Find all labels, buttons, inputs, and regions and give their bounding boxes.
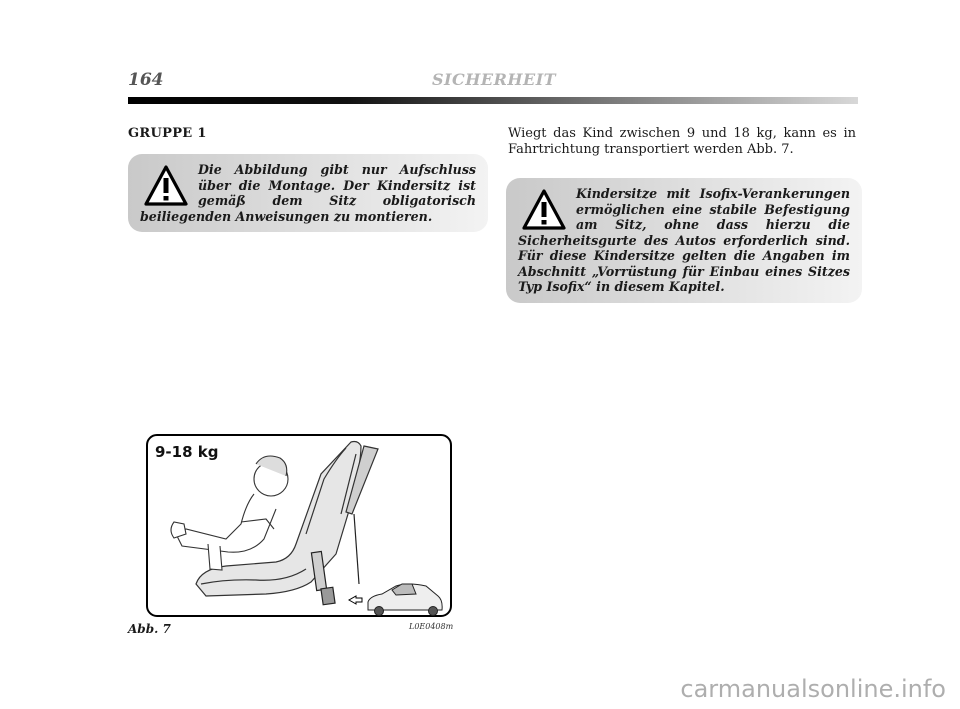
warning-box-right xyxy=(506,178,862,303)
watermark: carmanualsonline.info xyxy=(680,675,946,703)
intro-paragraph: Wiegt das Kind zwischen 9 und 18 kg, kann es in Fahrtrichtung transportiert werden Abb. 7. xyxy=(508,126,856,157)
header-rule xyxy=(128,97,858,104)
warning-text-left: Die Abbildung gibt nur Aufschluss über die Montage. Der Kindersitz ist gemäß dem Sitz obligatorisch beiliegenden Anweisungen zu montieren. xyxy=(140,162,476,224)
warning-triangle-icon xyxy=(522,189,566,231)
warning-triangle-icon xyxy=(144,165,188,207)
group-heading: GRUPPE 1 xyxy=(128,126,207,141)
warning-box-left xyxy=(128,154,488,232)
page-number: 164 xyxy=(128,70,164,90)
section-title: SICHERHEIT xyxy=(432,70,557,89)
figure-illustration xyxy=(146,434,452,617)
figure-code: L0E0408m xyxy=(409,622,454,631)
figure-caption: Abb. 7 xyxy=(128,622,171,636)
warning-text-right: Kindersitze mit Isofix-Verankerungen ermöglichen eine stabile Befestigung am Sitz, ohne dass hierzu die Sicherheitsgurte des Autos erforderlich sind. Für diese Kindersitze gelten die Angaben im Abschnitt „Vorrüstung für Einbau eines Sitzes Typ Isofix“ in diesem Kapitel. xyxy=(518,186,850,294)
weight-label: 9-18 kg xyxy=(155,443,219,461)
